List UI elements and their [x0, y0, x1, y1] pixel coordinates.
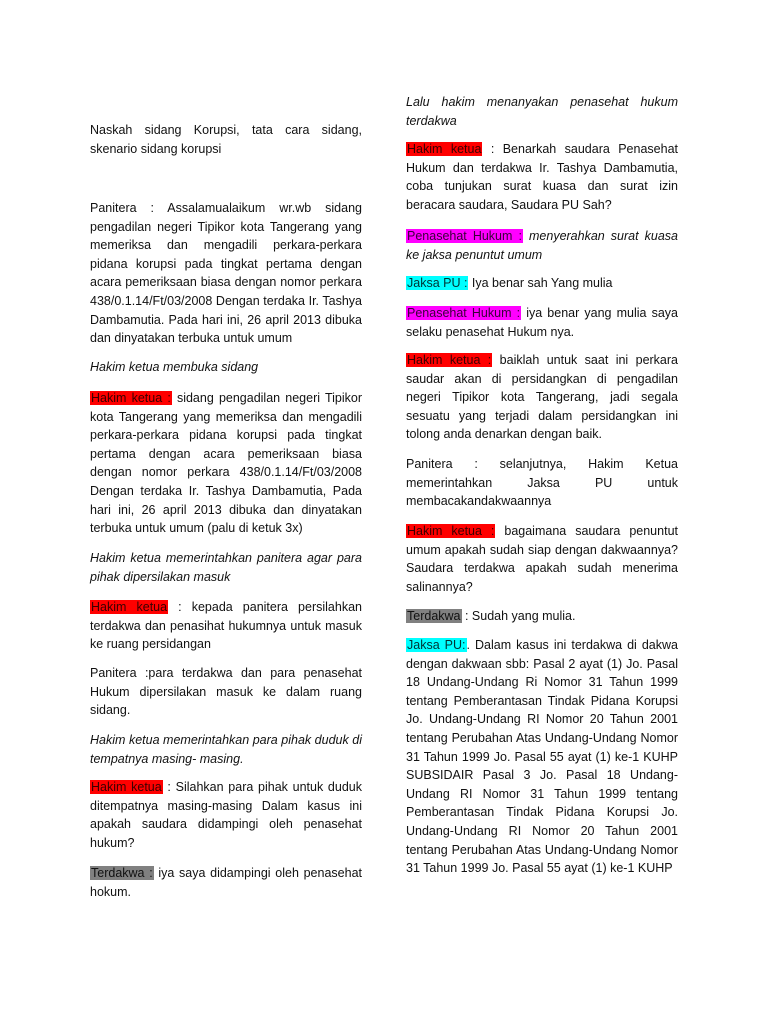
- dialogue-paragraph: [90, 778, 362, 852]
- document-title: Naskah sidang Korupsi, tata cara sidang, skenario sidang korupsi: [90, 123, 362, 156]
- dialogue-text: iya benar yang mulia saya selaku penasehat Hukum nya.: [406, 306, 678, 339]
- stage-direction: Hakim ketua memerintahkan panitera agar para pihak dipersilakan masuk: [90, 551, 362, 584]
- dialogue-text: sidang pengadilan negeri Tipikor kota Tangerang yang memeriksa dan mengadili perkara-perkara pidana korupsi pada tingkat pertama dengan acara pemeriksaan biasa dengan nomor perkara 438/0.1.14/Ft/03/2008 Dengan terdaka Ir. Tashya Dambamutia, Pada hari ini, 26 april 2013 dibuka dan dinyatakan terbuka untuk umum (palu di ketuk 3x): [90, 391, 362, 536]
- speaker-label: Hakim ketua :: [407, 353, 492, 367]
- dialogue-paragraph: [90, 598, 362, 654]
- speaker-label: Penasehat Hukum :: [407, 306, 521, 320]
- speaker-label: Hakim ketua: [407, 142, 482, 156]
- dialogue-text: menyerahkan surat kuasa ke jaksa penuntut umum: [406, 229, 678, 262]
- dialogue-text: bagaimana saudara penuntut umum apakah sudah siap dengan dakwaannya? Saudara terdakwa apakah sudah menerima salinannya?: [406, 524, 678, 594]
- dialogue-paragraph: [90, 864, 362, 901]
- dialogue-paragraph: [406, 227, 678, 264]
- stage-direction: Hakim ketua membuka sidang: [90, 360, 259, 374]
- dialogue-text: baiklah untuk saat ini perkara saudar akan di persidangkan di pengadilan negeri Tipikor kota Tangerang, jadi segala sesuatu yang terjadi dalam persidangkan ini tolong anda denarkan dengan baik.: [406, 353, 678, 442]
- dialogue-text: . Dalam kasus ini terdakwa di dakwa dengan dakwaan sbb: Pasal 2 ayat (1) Jo. Pasal 18 Undang-Undang Ri Nomor 31 Tahun 1999 tentang Pemberantasan Tindak Pidana Korupsi Jo. Undang-Undang RI Nomor 20 Tahun 2001 tentang Perubahan Atas Undang-Undang Nomor 31 Tahun 1999 Jo. Pasal 55 ayat (1) ke-1 KUHP SUBSIDAIR Pasal 3 Jo. Pasal 18 Undang-Undang RI Nomor 31 Tahun 1999 tentang Pemberantasan Tindak Pidana Korupsi Jo. Undang-Undang RI Nomor 20 Tahun 2001 tentang Perubahan Atas Undang-Undang Nomor 31 Tahun 1999 Jo. Pasal 55 ayat (1) ke-1 KUHP: [406, 638, 678, 876]
- dialogue-text: iya saya didampingi oleh penasehat hokum.: [90, 866, 362, 899]
- dialogue-text: : kepada panitera persilahkan terdakwa dan penasihat hukumnya untuk masuk ke ruang persidangan: [90, 600, 362, 652]
- panitera-paragraph: Panitera : selanjutnya, Hakim Ketua memerintahkan Jaksa PU untuk membacakandakwaannya: [406, 457, 678, 509]
- dialogue-text: Iya benar sah Yang mulia: [468, 276, 613, 290]
- speaker-label: Hakim ketua: [91, 780, 162, 794]
- speaker-label: Hakim ketua: [91, 600, 168, 614]
- dialogue-paragraph: [406, 607, 678, 626]
- panitera-opening-paragraph: Panitera : Assalamualaikum wr.wb sidang pengadilan negeri Tipikor kota Tangerang yang memeriksa dan mengadili perkara-perkara pidana korupsi pada tingkat pertama dengan acara pemeriksaan biasa dengan nomor perkara 438/0.1.14/Ft/03/2008 Dengan terdaka Ir. Tashya Dambamutia. Pada hari ini, 26 april 2013 dibuka dan dinyatakan terbuka untuk umum: [90, 201, 362, 346]
- dialogue-paragraph: [406, 304, 678, 341]
- stage-direction: Lalu hakim menanyakan penasehat hukum terdakwa: [406, 95, 678, 128]
- dialogue-paragraph: [406, 351, 678, 444]
- panitera-paragraph: Panitera :para terdakwa dan para penasehat Hukum dipersilakan masuk ke dalam ruang sidang.: [90, 666, 362, 718]
- speaker-label: Jaksa PU :: [407, 276, 468, 290]
- dialogue-paragraph: [406, 140, 678, 214]
- speaker-label: Jaksa PU:: [407, 638, 466, 652]
- speaker-label: Hakim ketua :: [407, 524, 495, 538]
- dialogue-paragraph: [90, 389, 362, 538]
- dialogue-paragraph: [406, 636, 678, 878]
- stage-direction: Hakim ketua memerintahkan para pihak duduk di tempatnya masing- masing.: [90, 733, 362, 766]
- speaker-label: Terdakwa: [407, 609, 461, 623]
- speaker-label: Penasehat Hukum :: [407, 229, 522, 243]
- dialogue-text: : Benarkah saudara Penasehat Hukum dan terdakwa Ir. Tashya Dambamutia, coba tunjukan surat kuasa dan surat izin beracara saudara, Saudara PU Sah?: [406, 142, 678, 212]
- dialogue-text: : Sudah yang mulia.: [461, 609, 576, 623]
- speaker-label: Terdakwa :: [91, 866, 153, 880]
- speaker-label: Hakim ketua :: [91, 391, 171, 405]
- dialogue-paragraph: [406, 522, 678, 596]
- dialogue-paragraph: [406, 274, 678, 293]
- dialogue-text: : Silahkan para pihak untuk duduk ditempatnya masing-masing Dalam kasus ini apakah saudara didampingi oleh penasehat hukum?: [90, 780, 362, 850]
